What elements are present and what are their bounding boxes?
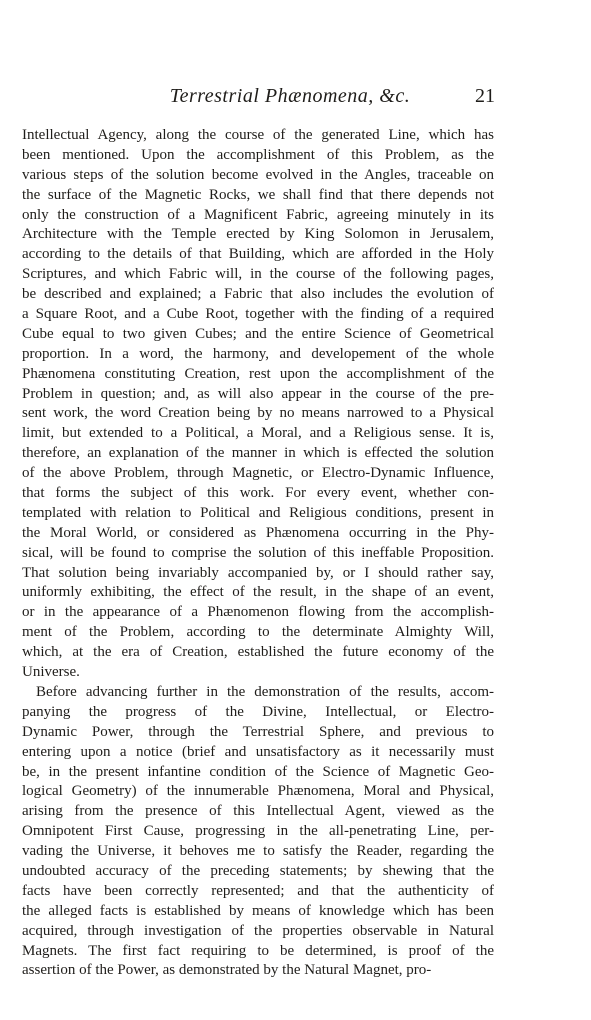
text-line: been mentioned. Upon the accomplishment of this Problem, as the xyxy=(22,146,494,163)
text-line: the alleged facts is established by means of knowledge which has been xyxy=(22,902,494,919)
text-line: entering upon a notice (brief and unsatisfactory as it necessarily must xyxy=(22,743,494,760)
text-line: arising from the presence of this Intellectual Agent, viewed as the xyxy=(22,803,494,820)
text-line: various steps of the solution become evolved in the Angles, traceable on xyxy=(22,166,494,183)
text-line: facts have been correctly represented; and that the authenticity of xyxy=(22,882,494,899)
text-line: assertion of the Power, as demonstrated by the Natural Magnet, pro- xyxy=(22,962,432,979)
text-line: vading the Universe, it behoves me to satisfy the Reader, regarding the xyxy=(22,843,494,860)
running-title: Terrestrial Phænomena, &c. xyxy=(169,85,411,107)
text-line: therefore, an explanation of the manner in which is effected the solution xyxy=(22,445,494,462)
paragraph xyxy=(22,683,494,981)
text-line: Before advancing further in the demonstration of the results, accom- xyxy=(36,683,494,700)
text-line: proportion. In a word, the harmony, and developement of the whole xyxy=(22,345,494,362)
page-number: 21 xyxy=(475,85,495,107)
text-line: Scriptures, and which Fabric will, in the course of the following pages, xyxy=(22,266,494,283)
text-line: Universe. xyxy=(22,664,80,681)
text-line: Cube equal to two given Cubes; and the entire Science of Geometrical xyxy=(22,325,494,342)
text-line: the surface of the Magnetic Rocks, we shall find that there depends not xyxy=(22,186,494,203)
paragraph xyxy=(22,126,494,683)
text-line: That solution being invariably accompanied by, or I should rather say, xyxy=(22,564,494,581)
text-line: according to the details of that Building, which are afforded in the Holy xyxy=(22,246,494,263)
text-line: only the construction of a Magnificent Fabric, agreeing minutely in its xyxy=(22,206,494,223)
text-line: acquired, through investigation of the properties observable in Natural xyxy=(22,922,494,939)
text-line: Problem in question; and, as will also appear in the course of the pre- xyxy=(22,385,494,402)
text-line: ment of the Problem, according to the determinate Almighty Will, xyxy=(22,624,494,641)
text-line: sent work, the word Creation being by no means narrowed to a Physical xyxy=(22,405,494,422)
text-line: of the above Problem, through Magnetic, or Electro-Dynamic Influence, xyxy=(22,465,494,482)
text-line: a Square Root, and a Cube Root, together with the finding of a required xyxy=(22,306,494,323)
text-line: Magnets. The first fact requiring to be determined, is proof of the xyxy=(22,942,494,959)
text-line: Dynamic Power, through the Terrestrial Sphere, and previous to xyxy=(22,723,494,740)
text-line: be, in the present infantine condition of the Science of Magnetic Geo- xyxy=(22,763,494,780)
text-line: the Moral World, or considered as Phænomena occurring in the Phy- xyxy=(22,524,494,541)
text-line: Omnipotent First Cause, progressing in the all-penetrating Line, per- xyxy=(22,823,494,840)
body-text xyxy=(22,126,494,981)
text-line: be described and explained; a Fabric that also includes the evolution of xyxy=(22,286,494,303)
text-line: or in the appearance of a Phænomenon flowing from the accomplish- xyxy=(22,604,494,621)
page-header xyxy=(0,85,591,115)
text-line: which, at the era of Creation, established the future economy of the xyxy=(22,644,494,661)
text-line: uniformly exhibiting, the effect of the result, in the shape of an event, xyxy=(22,584,494,601)
text-line: sical, will be found to comprise the solution of this ineffable Proposition. xyxy=(22,544,494,561)
text-line: that forms the subject of this work. For every event, whether con- xyxy=(22,485,494,502)
text-line: Phænomena constituting Creation, rest upon the accomplishment of the xyxy=(22,365,494,382)
text-line: limit, but extended to a Political, a Moral, and a Religious sense. It is, xyxy=(22,425,494,442)
text-line: panying the progress of the Divine, Intellectual, or Electro- xyxy=(22,703,494,720)
text-line: logical Geometry) of the innumerable Phænomena, Moral and Physical, xyxy=(22,783,494,800)
text-line: Intellectual Agency, along the course of the generated Line, which has xyxy=(22,127,494,143)
text-line: undoubted accuracy of the preceding statements; by shewing that the xyxy=(22,862,494,879)
text-line: templated with relation to Political and Religious conditions, present in xyxy=(22,504,494,521)
text-line: Architecture with the Temple erected by King Solomon in Jerusalem, xyxy=(22,226,494,243)
